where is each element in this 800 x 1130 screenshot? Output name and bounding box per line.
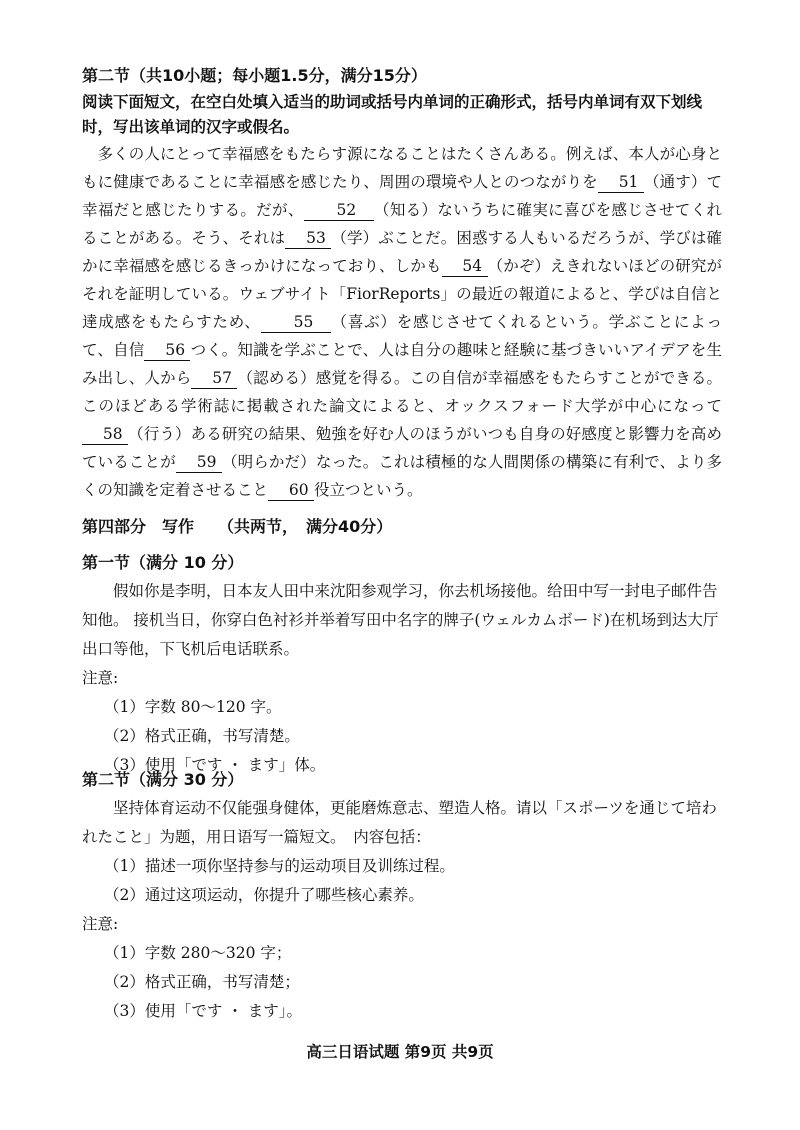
writing-section-1 — [82, 548, 722, 780]
note-item: （2）格式正确，书写清楚； — [104, 973, 300, 991]
writing-section-2-prompt: 坚持体育运动不仅能强身健体，更能磨炼意志、塑造人格。请以「スポーツを通じて培われたこと」为题，用日语写一篇短文。 内容包括： — [82, 799, 717, 846]
hint-51: （通す） — [643, 173, 707, 191]
writing-section-1-prompt: 假如你是李明，日本友人田中来沈阳参观学习，你去机场接他。给田中写一封电子邮件告知他。 接机当日，你穿白色衬衫并举着写田中名字的牌子(ウェルカムボード)在机场到达大厅出口等他，下飞机后电话联系。 — [82, 582, 719, 658]
writing-section-2 — [82, 765, 722, 1026]
note-item: （3）使用「です ・ ます」体。 — [104, 756, 326, 774]
content-item: （1）描述一项你坚持参与的运动项目及训练过程。 — [104, 857, 455, 875]
hint-52: （知る） — [373, 201, 438, 219]
writing-section-1-header: 第一节（满分 10 分） — [82, 553, 244, 572]
hint-55: （喜ぶ） — [330, 313, 397, 331]
hint-53: （学） — [331, 229, 379, 247]
passage-text: ある研究の結果、勉強を好む人のほうがいつも自身の好感度と影響力を高めていることが — [82, 425, 722, 471]
blank-59[interactable]: 59 — [176, 452, 222, 473]
passage-text: 役立つという。 — [314, 481, 423, 499]
passage-text: なった。これは積極的な人間関係の構築に有利で、より多くの知識を定着させること — [82, 453, 722, 499]
passage-text: つく。知識を学ぶことで、人は自分の趣味と経験に基づきいいアイデアを生み出し、人から — [82, 341, 722, 387]
passage-text: えきれないほどの研究がそれを証明している。ウェブサイト「FiorReports」の最近の報道によると、学びは自信と達成感をもたらすため、 — [82, 257, 722, 331]
section-2-instructions: 阅读下面短文，在空白处填入适当的助词或括号内单词的正确形式，括号内单词有双下划线时，写出该单词的汉字或假名。 — [82, 93, 703, 136]
cloze-passage — [82, 140, 722, 504]
blank-51[interactable]: 51 — [598, 172, 644, 193]
note-label: 注意: — [82, 915, 119, 933]
note-item: （1）字数 280～320 字； — [104, 944, 292, 962]
passage-text: 感覚を得る。この自信が幸福感をもたらすことができる。このほどある学術誌に掲載された論文によると、オックスフォード大学が中心になって — [82, 369, 722, 415]
passage-text: 多くの人にとって幸福感をもたらす源になることはたくさんある。例えば、本人が心身ともに健康であることに幸福感を感じたり、周囲の環境や人とのつながりを — [82, 145, 722, 191]
part-4-header: 第四部分 写作 （共两节， 满分40分） — [82, 517, 393, 536]
blank-52[interactable]: 52 — [304, 200, 374, 221]
note-label: 注意: — [82, 669, 119, 687]
blank-56[interactable]: 56 — [144, 340, 190, 361]
page-footer: 高三日语试题 第9页 共9页 — [306, 1043, 494, 1061]
content-item: （2）通过这项运动，你提升了哪些核心素养。 — [104, 886, 424, 904]
blank-58[interactable]: 58 — [82, 424, 128, 445]
passage-text: を感じさせてくれるという。学ぶことによって、自信 — [82, 313, 722, 359]
blank-55[interactable]: 55 — [261, 312, 331, 333]
section-2-header: 第二节（共10小题；每小题1.5分，满分15分） — [82, 66, 427, 85]
blank-54[interactable]: 54 — [442, 256, 488, 277]
hint-54: （かぞ） — [487, 257, 551, 275]
passage-text: て幸福だと感じたりする。だが、 — [82, 173, 722, 219]
hint-57: （認める） — [237, 369, 316, 387]
blank-57[interactable]: 57 — [191, 368, 237, 389]
passage-text: ないうちに確実に喜びを感じさせてくれることがある。そう、それは — [82, 201, 722, 247]
blank-53[interactable]: 53 — [285, 228, 331, 249]
hint-59: （明らかだ） — [221, 453, 316, 471]
blank-60[interactable]: 60 — [268, 480, 314, 501]
writing-section-2-header: 第二节（满分 30 分） — [82, 770, 244, 789]
note-item: （3）使用「です ・ ます」。 — [104, 1002, 302, 1020]
hint-58: （行う） — [128, 425, 191, 443]
passage-text: ぶことだ。困惑する人もいるだろうが、学びは確かに幸福感を感じるきっかけになっており、しかも — [82, 229, 722, 275]
note-item: （2）格式正确，书写清楚。 — [104, 727, 300, 745]
note-item: （1）字数 80～120 字。 — [104, 698, 282, 716]
